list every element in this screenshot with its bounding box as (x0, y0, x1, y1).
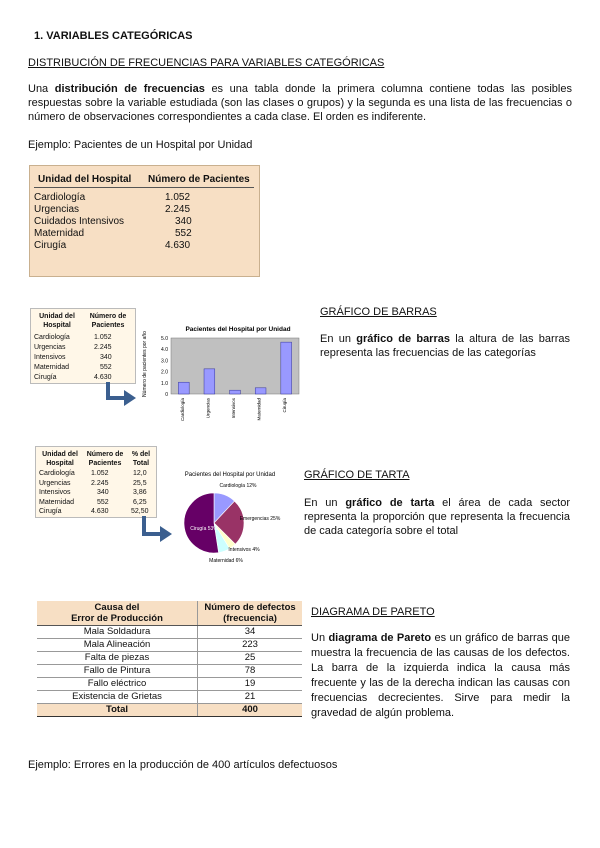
mini-header-unit: Unidad del Hospital (39, 313, 75, 329)
subtitle: DISTRIBUCIÓN DE FRECUENCIAS PARA VARIABLES CATEGÓRICAS (28, 57, 385, 69)
mini-header-unit: Unidad del Hospital (42, 451, 78, 467)
mini-table-pie (35, 446, 157, 518)
table-row: Cuidados Intensivos 340 (34, 216, 192, 227)
arrow-icon (104, 382, 138, 408)
pie-data-label: Intensivos 4% (228, 547, 260, 553)
table-total-row: Total 400 (37, 704, 302, 717)
bar (204, 369, 215, 394)
table-row: Cirugía 4.630 52,50 (39, 508, 149, 515)
table-row: Mala Alineación 223 (37, 639, 302, 652)
table-row: Intensivos 340 (34, 354, 112, 361)
table-row: Maternidad 552 (34, 228, 192, 239)
table-row: Mala Soldadura 34 (37, 626, 302, 639)
intro-paragraph: Una distribución de frecuencias es una tabla donde la primera columna contiene todas las posibles respuestas sobre la variable estudiada (son las clases o grupos) y la segunda es una lista de las frecuencias o número de observaciones correspondientes a cada clase. El orden es indiferente. (28, 83, 572, 123)
table-row: Cardiología 1.052 (34, 192, 191, 203)
table-header-unit: Unidad del Hospital (38, 174, 132, 185)
y-tick-label: 4.0 (161, 347, 168, 354)
x-tick-label: Urgencias (205, 398, 211, 419)
table-row: Fallo de Pintura 78 (37, 665, 302, 678)
x-tick-label: Cardiología (179, 398, 185, 422)
table-row: Cardiología 1.052 12,0 (39, 470, 147, 477)
pareto-header-cause: Causa del Error de Producción (37, 601, 198, 626)
mini-header-count: Número de Pacientes (86, 451, 124, 467)
pie-chart (168, 468, 292, 568)
pie-slice (184, 493, 219, 553)
pie-section-text: En un gráfico de tarta el área de cada sector representa la proporción que representa la frecuencia de cada categoría sobre el total (304, 497, 570, 537)
table-row: Urgencias 2.245 (34, 344, 112, 351)
bar-chart (138, 322, 304, 428)
pie-chart-title: Pacientes del Hospital por Unidad (184, 472, 276, 478)
y-tick-label: 5.0 (161, 336, 168, 342)
y-tick-label: 2.0 (161, 369, 168, 376)
pie-data-label: Cirugía 53% (190, 526, 218, 532)
table-row: Maternidad 552 (34, 364, 112, 371)
pie-section-title: GRÁFICO DE TARTA (304, 469, 410, 481)
y-tick-label: 1.0 (161, 380, 168, 387)
bar-chart-ylabel: Número de pacientes por año (142, 331, 148, 397)
table-row: Cardiología 1.052 (34, 334, 112, 341)
bar-section-title: GRÁFICO DE BARRAS (320, 306, 437, 318)
pareto-section-title: DIAGRAMA DE PARETO (311, 606, 435, 618)
table-row: Urgencias 2.245 25,5 (39, 479, 147, 487)
plot-area (171, 338, 299, 394)
pie-data-label: Emergencias 25% (239, 516, 281, 522)
bar (281, 342, 292, 394)
table-row: Intensivos 340 3,86 (39, 489, 147, 496)
table-row: Fallo eléctrico 19 (37, 678, 302, 691)
example-2-caption: Ejemplo: Errores en la producción de 400 artículos defectuosos (28, 759, 338, 771)
pareto-table (37, 601, 302, 717)
table-row: Maternidad 552 6,25 (39, 498, 147, 506)
table-row: Urgencias 2.245 (34, 204, 191, 215)
table-row: Cirugía 4.630 (34, 374, 112, 381)
hospital-frequency-table (29, 165, 260, 277)
y-tick-label: 0 (165, 392, 168, 398)
x-tick-label: Cirugía (282, 398, 288, 413)
bar-section-text: En un gráfico de barras la altura de las barras representa las frecuencias de las categorías (320, 333, 570, 359)
example-1-caption: Ejemplo: Pacientes de un Hospital por Unidad (28, 139, 253, 151)
x-tick-label: Intensivos (231, 398, 236, 419)
bar (255, 388, 266, 394)
mini-table-bar (30, 308, 136, 384)
bar (178, 382, 189, 394)
pie-data-label: Maternidad 6% (209, 558, 243, 564)
pareto-section-text: Un diagrama de Pareto es un gráfico de barras que muestra la frecuencia de las causas de los defectos. La barra de la izquierda indica la causa más frecuente y las de la derecha indican las causas con frecuencias decrecientes. Sirve para medir la gravedad de algún problema. (311, 632, 570, 719)
table-row: Existencia de Grietas 21 (37, 691, 302, 704)
table-row: Cirugía 4.630 (34, 240, 191, 251)
bar-chart-title: Pacientes del Hospital por Unidad (185, 326, 291, 333)
table-header-count: Número de Pacientes (148, 174, 250, 185)
table-row: Falta de piezas 25 (37, 652, 302, 665)
section-title: 1. VARIABLES CATEGÓRICAS (34, 30, 193, 42)
bar (230, 390, 241, 394)
pie-data-label: Cardiología 12% (219, 483, 257, 489)
mini-header-pct: % del Total (131, 451, 151, 467)
pareto-header-count: Número de defectos (frecuencia) (198, 601, 303, 626)
mini-header-count: Número de Pacientes (89, 313, 127, 329)
y-tick-label: 3.0 (161, 358, 168, 365)
x-tick-label: Maternidad (256, 398, 262, 421)
